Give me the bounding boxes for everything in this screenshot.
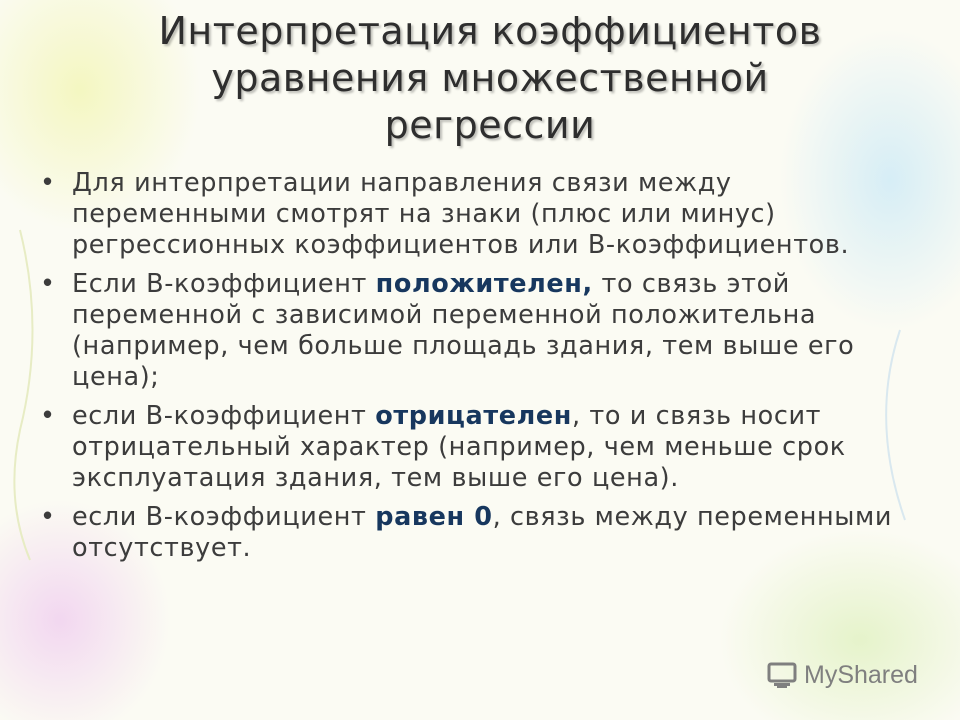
bullet-text: , связь между переменными отсутствует.: [72, 502, 893, 563]
bullet-emphasis: отрицателен: [375, 401, 573, 431]
bullet-item: [40, 168, 920, 261]
watermark-text: MyShared: [804, 660, 918, 689]
bullet-text: если В-коэффициент: [72, 502, 376, 532]
title-line: регрессии: [384, 103, 596, 147]
bullet-text: Для интерпретации направления связи между переменными смотрят на знаки (плюс или минус) регрессионных коэффициентов или В-коэффициентов.: [72, 168, 850, 260]
myshared-watermark[interactable]: [766, 658, 918, 692]
bullet-text: Если В-коэффициент: [72, 269, 376, 299]
bullet-item: [40, 269, 920, 393]
bullet-item: [40, 401, 920, 494]
slide-title: [100, 8, 880, 149]
bullet-list: [40, 168, 920, 572]
title-line: Интерпретация коэффициентов: [158, 9, 822, 53]
bullet-item: [40, 502, 920, 564]
title-line: уравнения множественной: [211, 56, 769, 100]
bullet-text: если В-коэффициент: [72, 401, 376, 431]
bullet-emphasis: положителен,: [375, 269, 593, 299]
bullet-emphasis: равен 0: [375, 502, 493, 532]
monitor-icon: [766, 659, 798, 691]
bullet-text: , то и связь носит отрицательный характер (например, чем меньше срок эксплуатация здания, тем выше его цена).: [72, 401, 846, 493]
bullet-text: то связь этой переменной с зависимой переменной положительна (например, чем больше площадь здания, тем выше его цена);: [72, 269, 855, 392]
